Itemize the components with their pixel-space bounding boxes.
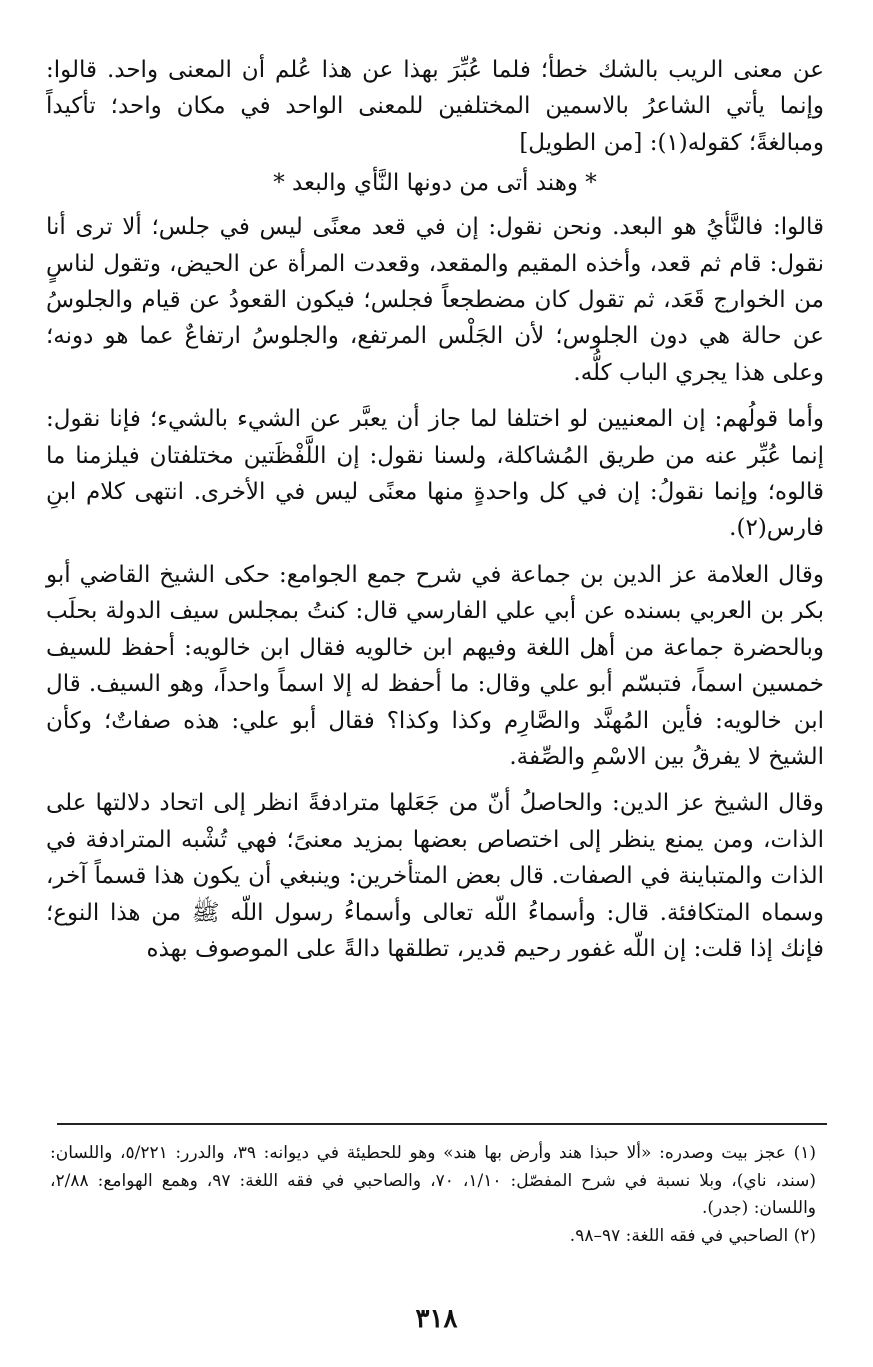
footnote-divider [57, 1123, 827, 1125]
footnote-1: (١) عجز بيت وصدره: «ألا حبذا هند وأرض بها هند» وهو للحطيئة في ديوانه: ٣٩، والدرر: ٥/٢٢١، واللسان: (سند، ناي)، وبلا نسبة في شرح المفصّل: ١/١٠، ٧٠، والصاحبي في فقه اللغة: ٩٧، وهمع الهوامع: ٢/٨٨، واللسان: (جدر). [50, 1143, 817, 1218]
page-number: ٣١٨ [415, 1304, 458, 1334]
verse-line: * وهند أتى من دونها النَّأي والبعد * [273, 170, 597, 197]
paragraph-4: وقال العلامة عز الدين بن جماعة في شرح جمع الجوامع: حكى الشيخ القاضي أبو بكر بن العربي بسنده عن أبي علي الفارسي قال: كنتُ بمجلس سيف الدولة بحلَب وبالحضرة جماعة من أهل اللغة وفيهم ابن خالويه فقال ابن خالويه: أحفظ للسيف خمسين اسماً، فتبسّم أبو علي وقال: ما أحفظ له إلا اسماً واحداً، وهو السيف. قال ابن خالويه: فأين المُهنَّد والصَّارِم وكذا وكذا؟ فقال أبو علي: هذه صفاتٌ؛ وكأن الشيخ لا يفرقُ بين الاسْمِ والصِّفة. [46, 561, 824, 770]
main-text [46, 52, 824, 967]
paragraph-3: وأما قولُهم: إن المعنيين لو اختلفا لما جاز أن يعبَّر عن الشيء بالشيء؛ فإنا نقول: إنما عُبِّر عنه من طريق المُشاكلة، ولسنا نقول: إن اللَّفْظَتين مختلفتان فيلزمنا ما قالوه؛ وإنما نقولُ: إن في كل واحدةٍ منها معنًى ليس في الأخرى. انتهى كلام ابنِ فارس(٢). [46, 406, 824, 542]
paragraph-2: قالوا: فالنَّأيُ هو البعد. ونحن نقول: إن في قعد معنًى ليس في جلس؛ ألا ترى أنا نقول: قام ثم قعد، وأخذه المقيم والمقعد، وقعدت المرأة عن الحيض، وتقول لناسٍ من الخوارج قَعَد، ثم تقول كان مضطجعاً فجلس؛ فيكون القعودُ عن قيام والجلوسُ عن حالة هي دون الجلوس؛ لأن الجَلْس المرتفع، والجلوسُ ارتفاعٌ عما هو دونه؛ وعلى هذا يجري الباب كلُّه. [46, 214, 824, 386]
paragraph-5: وقال الشيخ عز الدين: والحاصلُ أنّ من جَعَلها مترادفةً انظر إلى اتحاد دلالتها على الذات، ومن يمنع ينظر إلى اختصاص بعضها بمزيد معنىً؛ فهي تُشْبه المترادفة في الذات والمتباينة في الصفات. قال بعض المتأخرين: وينبغي أن يكون هذا قسماً آخر، وسماه المتكافئة. قال: وأسماءُ اللّه تعالى وأسماءُ رسول اللّه ﷺ من هذا النوع؛ فإنك إذا قلت: إن اللّه غفور رحيم قدير، تطلقها دالةً على الموصوف بهذه [46, 790, 824, 962]
paragraph-1: عن معنى الريب بالشك خطأ؛ فلما عُبِّرَ بهذا عن هذا عُلم أن المعنى واحد. قالوا: وإنما يأتي الشاعرُ بالاسمين المختلفين للمعنى الواحد في مكان واحد؛ تأكيداً ومبالغةً؛ كقوله(١): [من الطويل] [46, 57, 824, 156]
footnotes [50, 1140, 816, 1250]
footnote-2: (٢) الصاحبي في فقه اللغة: ٩٧–٩٨. [569, 1225, 816, 1246]
